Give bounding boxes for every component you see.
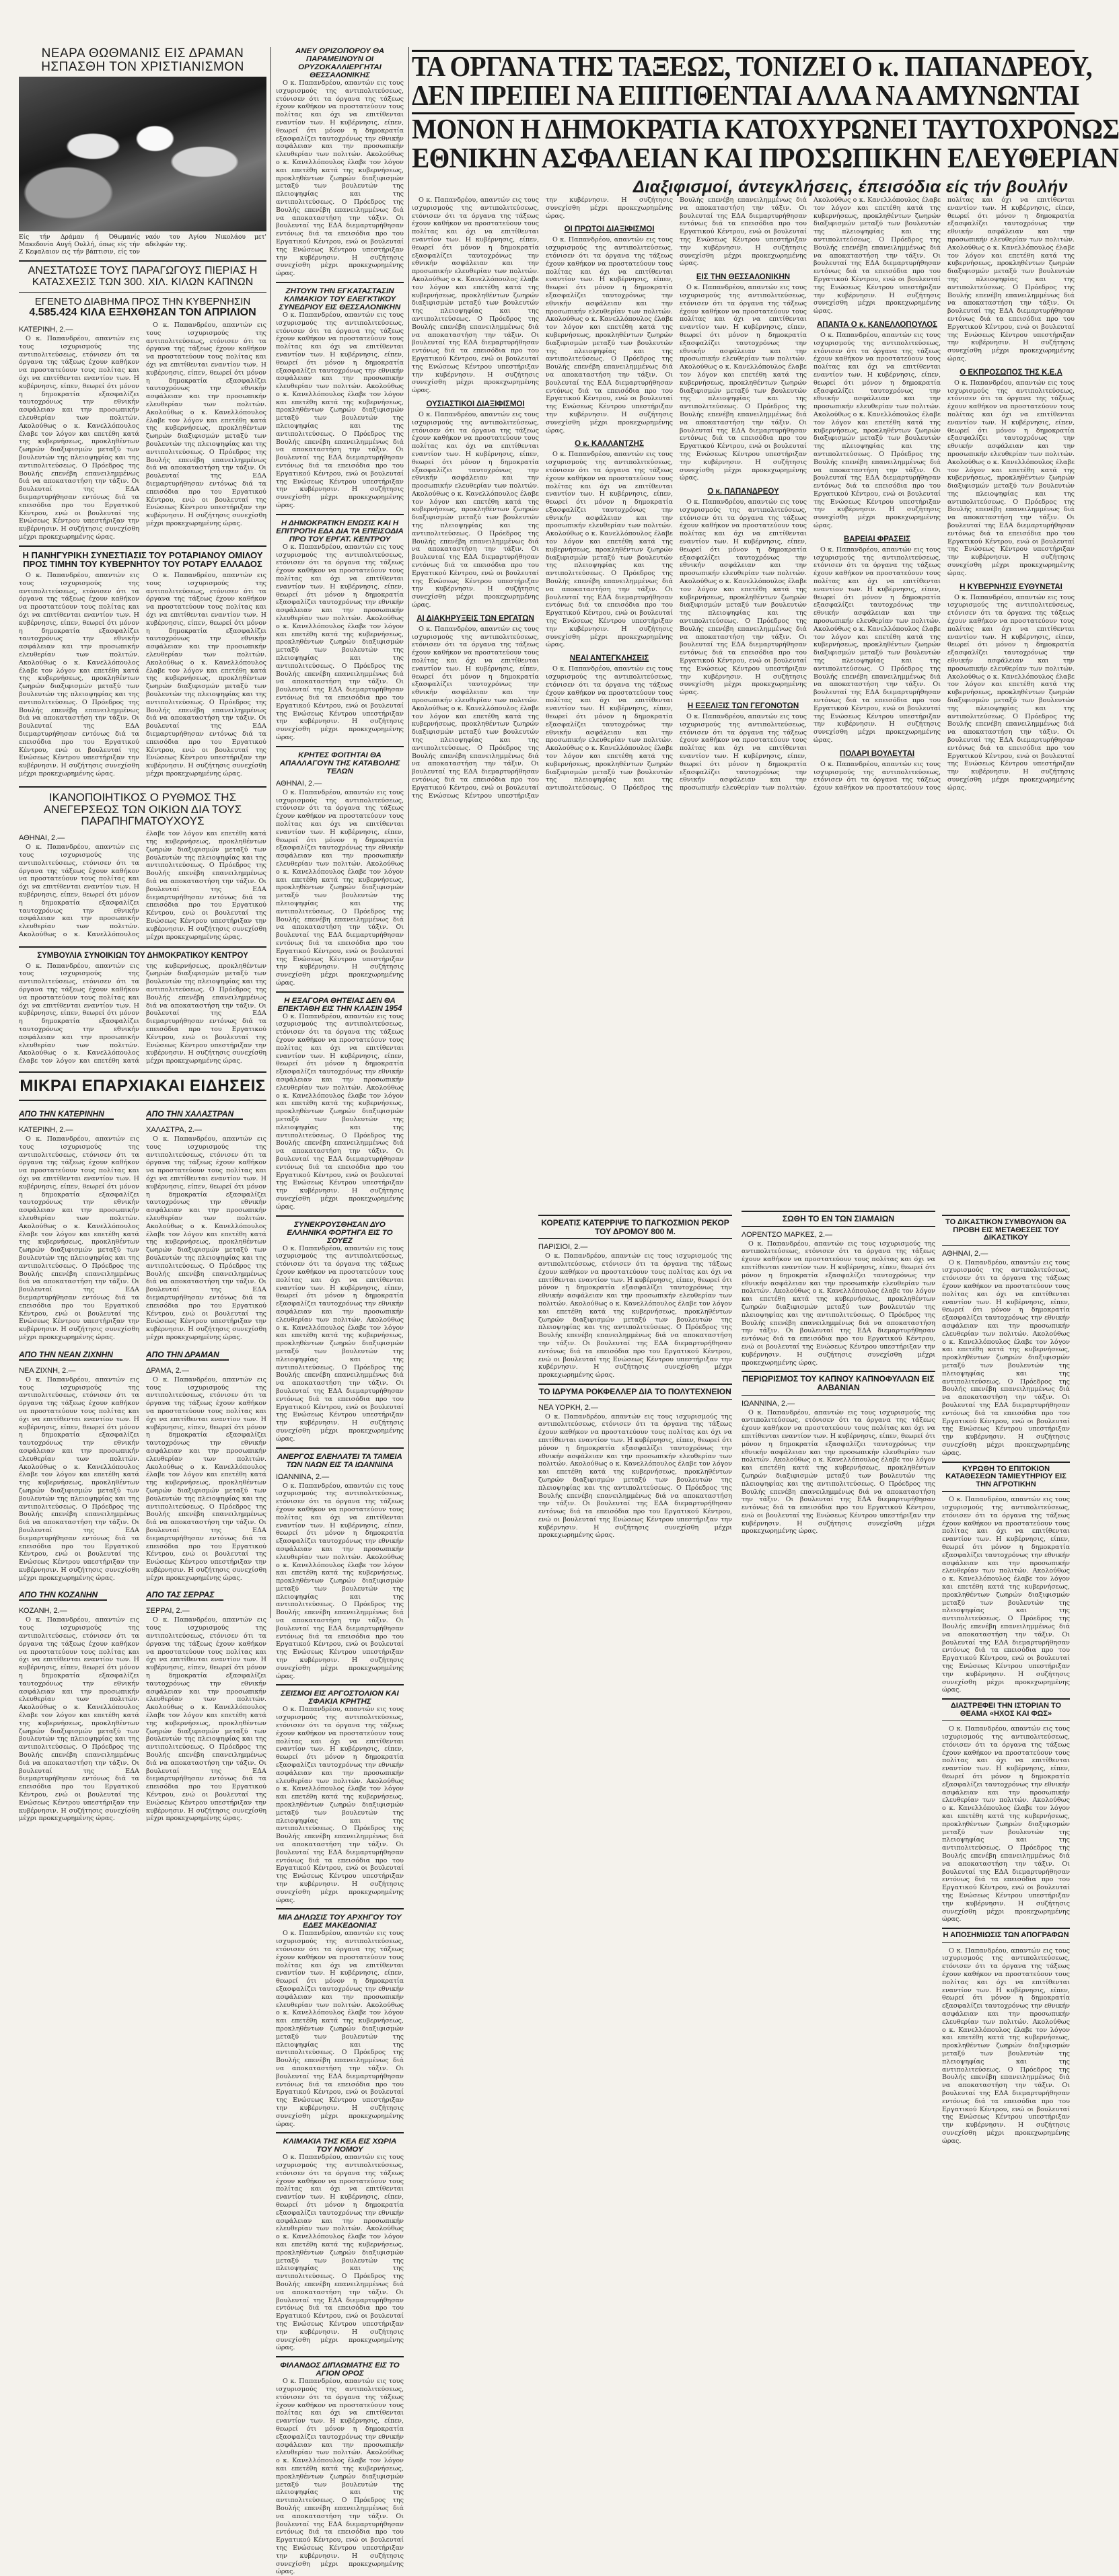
brief-head: ΔΙΑΣΤΡΕΦΕΙ ΤΗΝ ΙΣΤΟΡΙΑΝ ΤΟ ΘΕΑΜΑ «ΗΧΟΣ ΚΑΙ ΦΩΣ» bbox=[950, 1702, 1062, 1718]
dateline: ΣΕΡΡΑΙ, 2.— bbox=[146, 1607, 190, 1616]
dateline: ΚΑΤΕΡΙΝΗ, 2.— bbox=[19, 1126, 73, 1135]
headline-line: ΔΕΝ ΠΡΕΠΕΙ ΝΑ ΕΠΙΤΙΘΕΝΤΑΙ ΑΛΛΑ ΝΑ ΑΜΥΝΩΝΤΑΙ bbox=[412, 81, 1080, 112]
province-head: ΑΠΟ ΤΗΝ ΚΑΤΕΡΙΝΗΝ bbox=[19, 1109, 114, 1120]
story-housing-title: ΙΚΑΝΟΠΟΙΗΤΙΚΟΣ Ο ΡΥΘΜΟΣ ΤΗΣ ΑΝΕΓΕΡΣΕΩΣ ΤΩΝ ΟΙΚΙΩΝ ΔΙΑ ΤΟΥΣ ΠΑΡΑΠΗΓΜΑΤΟΥΧΟΥΣ bbox=[43, 790, 242, 828]
body-text: Ο κ. Παπανδρέου, απαντών εις τους ισχυρισμούς της αντιπολιτεύσεως, ετόνισεν ότι τα όργανα της τάξεως έχουν καθήκον να προστατεύουν τους πολίτας και όχι να επιτίθενται εναντίον των. Η κυβέρνησις, είπεν, θεωρεί ότι μόνον η δημοκρατία εξασφαλίζει ταυτοχρόνως την εθνικήν ασφάλειαν και την προσωπικήν ελευθερίαν των πολιτών. Ακολούθως ο κ. Κανελλόπουλος έλαβε τον λόγον και επετέθη κατά της κυβερνήσεως, προκληθέντων ζωηρών διαξιφισμών μεταξύ των βουλευτών της πλειοψηφίας και της αντιπολιτεύσεως. Ο Πρόεδρος της Βουλής επενέβη επανειλημμένως διά να αποκαταστήση την τάξιν. Οι βουλευταί της ΕΔΑ διεμαρτυρήθησαν εντόνως διά τα επεισόδια προ του Εργατικού Κέντρου, ενώ οι βουλευταί της Ενώσεως Κέντρου υπεστήριξαν την κυβέρνησιν. Η συζήτησις συνεχίσθη μέχρι προκεχωρημένης ώρας. bbox=[947, 379, 1075, 577]
body-text: Ο κ. Παπανδρέου, απαντών εις τους ισχυρισμούς της αντιπολιτεύσεως, ετόνισεν ότι τα όργανα της τάξεως έχουν καθήκον να προστατεύουν τους πολίτας και όχι να επιτίθενται εναντίον των. Η κυβέρνησις, είπεν, θεωρεί ότι μόνον η δημοκρατία εξασφαλίζει ταυτοχρόνως την εθνικήν ασφάλειαν και την προσωπικήν ελευθερίαν των πολιτών. Ακολούθως ο κ. Κανελλόπουλος έλαβε τον λόγον και επετέθη κατά της κυβερνήσεως, προκληθέντων ζωηρών διαξιφισμών μεταξύ των βουλευτών της πλειοψηφίας και της αντιπολιτεύσεως. Ο Πρόεδρος της Βουλής επενέβη επανειλημμένως διά να αποκαταστήση την τάξιν. Οι βουλευταί της ΕΔΑ διεμαρτυρήθησαν εντόνως διά τα επεισόδια προ του Εργατικού Κέντρου, ενώ οι βουλευταί της Ενώσεως Κέντρου υπεστήριξαν την κυβέρνησιν. Η συζήτησις συνεχίσθη μέχρι προκεχωρημένης ώρας. bbox=[538, 1252, 732, 1379]
brief-head: ΤΟ ΙΔΡΥΜΑ ΡΟΚΦΕΛΛΕΡ ΔΙΑ ΤΟ ΠΟΛΥΤΕΧΝΕΙΟΝ bbox=[539, 1386, 731, 1396]
body-text: Ο κ. Παπανδρέου, απαντών εις τους ισχυρισμούς της αντιπολιτεύσεως, ετόνισεν ότι τα όργανα της τάξεως έχουν καθήκον να προστατεύουν τους πολίτας και όχι να επιτίθενται εναντίον των. Η κυβέρνησις, είπεν, θεωρεί ότι μόνον η δημοκρατία εξασφαλίζει ταυτοχρόνως την εθνικήν ασφάλειαν και την προσωπικήν ελευθερίαν των πολιτών. Ακολούθως ο κ. Κανελλόπουλος έλαβε τον λόγον και επετέθη κατά της κυβερνήσεως, προκληθέντων ζωηρών διαξιφισμών μεταξύ των βουλευτών της πλειοψηφίας και της αντιπολιτεύσεως. Ο Πρόεδρος της Βουλής επενέβη επανειλημμένως διά να αποκαταστήση την τάξιν. Οι βουλευταί της ΕΔΑ διεμαρτυρήθησαν εντόνως διά τα επεισόδια προ του Εργατικού Κέντρου, ενώ οι βουλευταί της Ενώσεως Κέντρου υπεστήριξαν την κυβέρνησιν. Η συζήτησις συνεχίσθη μέχρι προκεχωρημένης ώρας. bbox=[19, 962, 266, 1065]
mid-head: ΑΝΕΥ ΟΡΙΖΟΠΟΡΟΥ ΘΑ ΠΑΡΑΜΕΙΝΟΥΝ ΟΙ ΟΡΥΖΟΚΑΛΛΙΕΡΓΗΤΑΙ ΘΕΣΣΑΛΟΝΙΚΗΣ bbox=[295, 47, 385, 79]
province-head: ΑΠΟ ΤΗΝ ΚΟΖΑΝΗΝ bbox=[19, 1590, 107, 1601]
body-text: Ο κ. Παπανδρέου, απαντών εις τους ισχυρισμούς της αντιπολιτεύσεως, ετόνισεν ότι τα όργανα της τάξεως έχουν καθήκον να προστατεύουν τους πολίτας και όχι να επιτίθενται εναντίον των. Η κυβέρνησις, είπεν, θεωρεί ότι μόνον η δημοκρατία εξασφαλίζει ταυτοχρόνως την εθνικήν ασφάλειαν και την προσωπικήν ελευθερίαν των πολιτών. Ακολούθως ο κ. Κανελλόπουλος έλαβε τον λόγον και επετέθη κατά της κυβερνήσεως, προκληθέντων ζωηρών διαξιφισμών μεταξύ των βουλευτών της πλειοψηφίας και της αντιπολιτεύσεως. Ο Πρόεδρος της Βουλής επενέβη επανειλημμένως διά να αποκαταστήση την τάξιν. Οι βουλευταί της ΕΔΑ διεμαρτυρήθησαν εντόνως διά τα επεισόδια προ του Εργατικού Κέντρου, ενώ οι βουλευταί της Ενώσεως Κέντρου υπεστήριξαν την κυβέρνησιν. Η συζήτησις συνεχίσθη μέχρι προκεχωρημένης ώρας. bbox=[538, 1412, 732, 1540]
subhead: ΑΙ ΔΙΑΚΗΡΥΞΕΙΣ ΤΩΝ ΕΡΓΑΤΩΝ bbox=[417, 614, 534, 623]
body-text: Ο κ. Παπανδρέου, απαντών εις τους ισχυρισμούς της αντιπολιτεύσεως, ετόνισεν ότι τα όργανα της τάξεως έχουν καθήκον να προστατεύουν τους πολίτας και όχι να επιτίθενται εναντίον των. Η κυβέρνησις, είπεν, θεωρεί ότι μόνον η δημοκρατία εξασφαλίζει ταυτοχρόνως την εθνικήν ασφάλειαν και την προσωπικήν ελευθερίαν των πολιτών. Ακολούθως ο κ. Κανελλόπουλος έλαβε τον λόγον και επετέθη κατά της κυβερνήσεως, προκληθέντων ζωηρών διαξιφισμών μεταξύ των βουλευτών της πλειοψηφίας και της αντιπολιτεύσεως. Ο Πρόεδρος της Βουλής επενέβη επανειλημμένως διά να αποκαταστήση την τάξιν. Οι βουλευταί της ΕΔΑ διεμαρτυρήθησαν εντόνως διά τα επεισόδια προ του Εργατικού Κέντρου, ενώ οι βουλευταί της Ενώσεως Κέντρου υπεστήριξαν την κυβέρνησιν. Η συζήτησις συνεχίσθη μέχρι προκεχωρημένης ώρας. bbox=[146, 1616, 266, 1823]
body-text: Ο κ. Παπανδρέου, απαντών εις τους ισχυρισμούς της αντιπολιτεύσεως, ετόνισεν ότι τα όργανα της τάξεως έχουν καθήκον να προστατεύουν τους πολίτας και όχι να επιτίθενται εναντίον των. Η κυβέρνησις, είπεν, θεωρεί ότι μόνον η δημοκρατία εξασφαλίζει ταυτοχρόνως την εθνικήν ασφάλειαν και την προσωπικήν ελευθερίαν των πολιτών. Ακολούθως ο κ. Κανελλόπουλος έλαβε τον λόγον και επετέθη κατά της κυβερνήσεως, προκληθέντων ζωηρών διαξιφισμών μεταξύ των βουλευτών της πλειοψηφίας και της αντιπολιτεύσεως. Ο Πρόεδρος της Βουλής επενέβη επανειλημμένως διά να αποκαταστήση την τάξιν. Οι βουλευταί της ΕΔΑ διεμαρτυρήθησαν εντόνως διά τα επεισόδια προ του Εργατικού Κέντρου, ενώ οι βουλευταί της Ενώσεως Κέντρου υπεστήριξαν την κυβέρνησιν. Η συζήτησις συνεχίσθη μέχρι προκεχωρημένης ώρας. bbox=[276, 1706, 404, 1904]
subhead: ΟΥΣΙΑΣΤΙΚΟΙ ΔΙΑΞΙΦΙΣΜΟΙ bbox=[426, 400, 525, 408]
mid-head: Η ΕΞΑΓΟΡΑ ΘΗΤΕΙΑΣ ΔΕΝ ΘΑ ΕΠΕΚΤΑΘΗ ΕΙΣ ΤΗΝ ΚΛΑΣΙΝ 1954 bbox=[277, 996, 402, 1013]
dateline: ΙΩΑΝΝΙΝΑ, 2.— bbox=[276, 1472, 330, 1481]
brief-head: ΣΩΘΗ ΤΟ ΕΝ ΤΩΝ ΣΙΑΜΑΙΩΝ bbox=[782, 1214, 895, 1223]
body-text: Ο κ. Παπανδρέου, απαντών εις τους ισχυρισμούς της αντιπολιτεύσεως, ετόνισεν ότι τα όργανα της τάξεως έχουν καθήκον να προστατεύουν τους πολίτας και όχι να επιτίθενται εναντίον των. Η κυβέρνησις, είπεν, θεωρεί ότι μόνον η δημοκρατία εξασφαλίζει ταυτοχρόνως την εθνικήν ασφάλειαν και την προσωπικήν ελευθερίαν των πολιτών. Ακολούθως ο κ. Κανελλόπουλος έλαβε τον λόγον και επετέθη κατά της κυβερνήσεως, προκληθέντων ζωηρών διαξιφισμών μεταξύ των βουλευτών της πλειοψηφίας και της αντιπολιτεύσεως. Ο Πρόεδρος της Βουλής επενέβη επανειλημμένως διά να αποκαταστήση την τάξιν. Οι βουλευταί της ΕΔΑ διεμαρτυρήθησαν εντόνως διά τα επεισόδια προ του Εργατικού Κέντρου, ενώ οι βουλευταί της Ενώσεως Κέντρου υπεστήριξαν την κυβέρνησιν. Η συζήτησις συνεχίσθη μέχρι προκεχωρημένης ώρας. bbox=[19, 1375, 139, 1582]
dateline: ΛΟΡΕΝΤΣΟ ΜΑΡΚΕΣ, 2.— bbox=[742, 1230, 833, 1239]
mid-head: Η ΔΗΜΟΚΡΑΤΙΚΗ ΕΝΩΣΙΣ ΚΑΙ Η ΕΠΙΤΡΟΠΗ ΕΔΑ ΔΙΑ ΤΑ ΕΠΕΙΣΟΔΙΑ ΠΡΟ ΤΟΥ ΕΡΓΑΤ. ΚΕΝΤΡΟΥ bbox=[276, 519, 404, 543]
body-text: Ο κ. Παπανδρέου, απαντών εις τους ισχυρισμούς της αντιπολιτεύσεως, ετόνισεν ότι τα όργανα της τάξεως έχουν καθήκον να προστατεύουν τους πολίτας και όχι να επιτίθενται εναντίον των. Η κυβέρνησις, είπεν, θεωρεί ότι μόνον η δημοκρατία εξασφαλίζει ταυτοχρόνως την εθνικήν ασφάλειαν και την προσωπικήν ελευθερίαν των πολιτών. Ακολούθως ο κ. Κανελλόπουλος έλαβε τον λόγον και επετέθη κατά της κυβερνήσεως, προκληθέντων ζωηρών διαξιφισμών μεταξύ των βουλευτών της πλειοψηφίας και της αντιπολιτεύσεως. Ο Πρόεδρος της Βουλής επενέβη επανειλημμένως διά να αποκαταστήση την τάξιν. Οι βουλευταί της ΕΔΑ διεμαρτυρήθησαν εντόνως διά τα επεισόδια προ του Εργατικού Κέντρου, ενώ οι βουλευταί της Ενώσεως Κέντρου υπεστήριξαν την κυβέρνησιν. Η συζήτησις συνεχίσθη μέχρι προκεχωρημένης ώρας. bbox=[942, 1496, 1070, 1694]
dateline: ΔΡΑΜΑ, 2.— bbox=[146, 1366, 189, 1375]
mid-head: ΑΝΕΡΓΟΣ ΕΛΕΗΛΑΤΕΙ ΤΑ ΤΑΜΕΙΑ ΤΩΝ ΝΑΩΝ ΕΙΣ ΤΑ ΙΩΑΝΝΙΝΑ bbox=[277, 1452, 402, 1469]
body-text: Ο κ. Παπανδρέου, απαντών εις τους ισχυρισμούς της αντιπολιτεύσεως, ετόνισεν ότι τα όργανα της τάξεως έχουν καθήκον να προστατεύουν τους πολίτας και όχι να επιτίθενται εναντίον των. Η κυβέρνησις, είπεν, θεωρεί ότι μόνον η δημοκρατία εξασφαλίζει ταυτοχρόνως την εθνικήν ασφάλειαν και την προσωπικήν ελευθερίαν των πολιτών. Ακολούθως ο κ. Κανελλόπουλος έλαβε τον λόγον και επετέθη κατά της κυβερνήσεως, προκληθέντων ζωηρών διαξιφισμών μεταξύ των βουλευτών της πλειοψηφίας και της αντιπολιτεύσεως. Ο Πρόεδρος της Βουλής επενέβη επανειλημμένως διά να αποκαταστήση την τάξιν. Οι βουλευταί της ΕΔΑ διεμαρτυρήθησαν εντόνως διά τα επεισόδια προ του Εργατικού Κέντρου, ενώ οι βουλευταί της Ενώσεως Κέντρου υπεστήριξαν την κυβέρνησιν. Η συζήτησις συνεχίσθη μέχρι προκεχωρημένης ώρας. bbox=[546, 236, 673, 434]
body-text: Ο κ. Παπανδρέου, απαντών εις τους ισχυρισμούς της αντιπολιτεύσεως, ετόνισεν ότι τα όργανα της τάξεως έχουν καθήκον να προστατεύουν τους πολίτας και όχι να επιτίθενται εναντίον των. Η κυβέρνησις, είπεν, θεωρεί ότι μόνον η δημοκρατία εξασφαλίζει ταυτοχρόνως την εθνικήν ασφάλειαν και την προσωπικήν ελευθερίαν των πολιτών. Ακολούθως ο κ. Κανελλόπουλος έλαβε τον λόγον και επετέθη κατά της κυβερνήσεως, προκληθέντων ζωηρών διαξιφισμών μεταξύ των βουλευτών της πλειοψηφίας και της αντιπολιτεύσεως. Ο Πρόεδρος της Βουλής επενέβη επανειλημμένως διά να αποκαταστήση την τάξιν. Οι βουλευταί της ΕΔΑ διεμαρτυρήθησαν εντόνως διά τα επεισόδια προ του Εργατικού Κέντρου, ενώ οι βουλευταί της Ενώσεως Κέντρου υπεστήριξαν την κυβέρνησιν. Η συζήτησις συνεχίσθη μέχρι προκεχωρημένης ώρας. bbox=[276, 2378, 404, 2576]
province-head: ΑΠΟ ΤΗΝ ΝΕΑΝ ΖΙΧΝΗΝ bbox=[19, 1350, 122, 1361]
body-text: Ο κ. Παπανδρέου, απαντών εις τους ισχυρισμούς της αντιπολιτεύσεως, ετόνισεν ότι τα όργανα της τάξεως έχουν καθήκον να προστατεύουν τους πολίτας και όχι να επιτίθενται εναντίον των. Η κυβέρνησις, είπεν, θεωρεί ότι μόνον η δημοκρατία εξασφαλίζει ταυτοχρόνως την εθνικήν ασφάλειαν και την προσωπικήν ελευθερίαν των πολιτών. Ακολούθως ο κ. Κανελλόπουλος έλαβε τον λόγον και επετέθη κατά της κυβερνήσεως, προκληθέντων ζωηρών διαξιφισμών μεταξύ των βουλευτών της πλειοψηφίας και της αντιπολιτεύσεως. Ο Πρόεδρος της Βουλής επενέβη επανειλημμένως διά να αποκαταστήση την τάξιν. Οι βουλευταί της ΕΔΑ διεμαρτυρήθησαν εντόνως διά τα επεισόδια προ του Εργατικού Κέντρου, ενώ οι βουλευταί της Ενώσεως Κέντρου υπεστήριξαν την κυβέρνησιν. Η συζήτησις συνεχίσθη μέχρι προκεχωρημένης ώρας. bbox=[276, 79, 404, 278]
body-text: Ο κ. Παπανδρέου, απαντών εις τους ισχυρισμούς της αντιπολιτεύσεως, ετόνισεν ότι τα όργανα της τάξεως έχουν καθήκον να προστατεύουν τους πολίτας και όχι να επιτίθενται εναντίον των. Η κυβέρνησις, είπεν, θεωρεί ότι μόνον η δημοκρατία εξασφαλίζει ταυτοχρόνως την εθνικήν ασφάλειαν και την προσωπικήν ελευθερίαν των πολιτών. Ακολούθως ο κ. Κανελλόπουλος έλαβε τον λόγον και επετέθη κατά της κυβερνήσεως, προκληθέντων ζωηρών διαξιφισμών μεταξύ των βουλευτών της πλειοψηφίας και της αντιπολιτεύσεως. Ο Πρόεδρος της Βουλής επενέβη επανειλημμένως διά να αποκαταστήση την τάξιν. Οι βουλευταί της ΕΔΑ διεμαρτυρήθησαν εντόνως διά τα επεισόδια προ του Εργατικού Κέντρου, ενώ οι βουλευταί της Ενώσεως Κέντρου υπεστήριξαν την κυβέρνησιν. Η συζήτησις συνεχίσθη μέχρι προκεχωρημένης ώρας. bbox=[276, 1930, 404, 2128]
dateline: ΝΕΑ ΥΟΡΚΗ, 2.— bbox=[538, 1403, 599, 1412]
dateline: ΧΑΛΑΣΤΡΑ, 2.— bbox=[146, 1126, 203, 1135]
headline-line: ΕΘΝΙΚΗΝ ΑΣΦΑΛΕΙΑΝ ΚΑΙ ΠΡΟΣΩΠΙΚΗΝ ΕΛΕΥΘΕΡΙΑΝ bbox=[412, 143, 1119, 174]
mid-head: ΦΙΛΑΝΔΟΣ ΔΙΠΛΩΜΑΤΗΣ ΕΙΣ ΤΟ ΑΓΙΟΝ ΟΡΟΣ bbox=[280, 2361, 400, 2378]
mid-head: ΣΥΝΕΚΡΟΥΣΘΗΣΑΝ ΔΥΟ ΕΛΛΗΝΙΚΑ ΦΟΡΤΗΓΑ ΕΙΣ ΤΟ ΣΟΥΕΖ bbox=[287, 1220, 393, 1245]
brief-head: ΚΟΡΕΑΤΙΣ ΚΑΤΕΡΡΙΨΕ ΤΟ ΠΑΓΚΟΣΜΙΟΝ ΡΕΚΟΡ ΤΟΥ ΔΡΟΜΟΥ 800 Μ. bbox=[541, 1218, 729, 1236]
story-rotary-title: Η ΠΑΝΗΓΥΡΙΚΗ ΣΥΝΕΣΤΙΑΣΙΣ ΤΟΥ ΡΟΤΑΡΙΑΝΟΥ ΟΜΙΛΟΥ ΠΡΟΣ ΤΙΜΗΝ ΤΟΥ ΚΥΒΕΡΝΗΤΟΥ ΤΟΥ ΡΟΤΑΡΥ ΕΛΛΑΔΟΣ bbox=[22, 550, 263, 570]
subhead: Ο κ. ΚΑΛΛΑΝΤΖΗΣ bbox=[575, 440, 644, 449]
far-right-briefs bbox=[942, 1211, 1070, 2145]
main-headline-block bbox=[412, 48, 1119, 201]
body-text: Ο κ. Παπανδρέου, απαντών εις τους ισχυρισμούς της αντιπολιτεύσεως, ετόνισεν ότι τα όργανα της τάξεως έχουν καθήκον να προστατεύουν τους πολίτας και όχι να επιτίθενται εναντίον των. Η κυβέρνησις, είπεν, θεωρεί ότι μόνον η δημοκρατία εξασφαλίζει ταυτοχρόνως την εθνικήν ασφάλειαν και την προσωπικήν ελευθερίαν των πολιτών. Ακολούθως ο κ. Κανελλόπουλος έλαβε τον λόγον και επετέθη κατά της κυβερνήσεως, προκληθέντων ζωηρών διαξιφισμών μεταξύ των βουλευτών της πλειοψηφίας και της αντιπολιτεύσεως. Ο Πρόεδρος της Βουλής επενέβη επανειλημμένως διά να αποκαταστήση την τάξιν. Οι βουλευταί της ΕΔΑ διεμαρτυρήθησαν εντόνως διά τα επεισόδια προ του Εργατικού Κέντρου, ενώ οι βουλευταί της Ενώσεως Κέντρου υπεστήριξαν την κυβέρνησιν. Η συζήτησις συνεχίσθη μέχρι προκεχωρημένης ώρας. bbox=[146, 1135, 266, 1341]
dateline: ΑΘΗΝΑΙ, 2.— bbox=[942, 1249, 988, 1258]
province-head: ΑΠΟ ΤΗΝ ΔΡΑΜΑΝ bbox=[146, 1350, 229, 1361]
subhead: ΒΑΡΕΙΑΙ ΦΡΑΣΕΙΣ bbox=[843, 535, 911, 543]
province-head: ΑΠΟ ΤΑΣ ΣΕΡΡΑΣ bbox=[146, 1590, 223, 1601]
body-text: Ο κ. Παπανδρέου, απαντών εις τους ισχυρισμούς της αντιπολιτεύσεως, ετόνισεν ότι τα όργανα της τάξεως έχουν καθήκον να προστατεύουν τους πολίτας και όχι να επιτίθενται εναντίον των. Η κυβέρνησις, είπεν, θεωρεί ότι μόνον η δημοκρατία εξασφαλίζει ταυτοχρόνως την εθνικήν ασφάλειαν και την προσωπικήν ελευθερίαν των πολιτών. Ακολούθως ο κ. Κανελλόπουλος έλαβε τον λόγον και επετέθη κατά της κυβερνήσεως, προκληθέντων ζωηρών διαξιφισμών μεταξύ των βουλευτών της πλειοψηφίας και της αντιπολιτεύσεως. Ο Πρόεδρος της Βουλής επενέβη επανειλημμένως διά να αποκαταστήση την τάξιν. Οι βουλευταί της ΕΔΑ διεμαρτυρήθησαν εντόνως διά τα επεισόδια προ του Εργατικού Κέντρου, ενώ οι βουλευταί της Ενώσεως Κέντρου υπεστήριξαν την κυβέρνησιν. Η συζήτησις συνεχίσθη μέχρι προκεχωρημένης ώρας. bbox=[276, 1244, 404, 1443]
body-text: Ο κ. Παπανδρέου, απαντών εις τους ισχυρισμούς της αντιπολιτεύσεως, ετόνισεν ότι τα όργανα της τάξεως έχουν καθήκον να προστατεύουν τους πολίτας και όχι να επιτίθενται εναντίον των. Η κυβέρνησις, είπεν, θεωρεί ότι μόνον η δημοκρατία εξασφαλίζει ταυτοχρόνως την εθνικήν ασφάλειαν και την προσωπικήν ελευθερίαν των πολιτών. Ακολούθως ο κ. Κανελλόπουλος έλαβε τον λόγον και επετέθη κατά της κυβερνήσεως, προκληθέντων ζωηρών διαξιφισμών μεταξύ των βουλευτών της πλειοψηφίας και της αντιπολιτεύσεως. Ο Πρόεδρος της Βουλής επενέβη επανειλημμένως διά να αποκαταστήση την τάξιν. Οι βουλευταί της ΕΔΑ διεμαρτυρήθησαν εντόνως διά τα επεισόδια προ του Εργατικού Κέντρου, ενώ οι βουλευταί της Ενώσεως Κέντρου υπεστήριξαν την κυβέρνησιν. Η συζήτησις συνεχίσθη μέχρι προκεχωρημένης ώρας. bbox=[680, 196, 941, 792]
body-text: Ο κ. Παπανδρέου, απαντών εις τους ισχυρισμούς της αντιπολιτεύσεως, ετόνισεν ότι τα όργανα της τάξεως έχουν καθήκον να προστατεύουν τους πολίτας και όχι να επιτίθενται εναντίον των. Η κυβέρνησις, είπεν, θεωρεί ότι μόνον η δημοκρατία εξασφαλίζει ταυτοχρόνως την εθνικήν ασφάλειαν και την προσωπικήν ελευθερίαν των πολιτών. Ακολούθως ο κ. Κανελλόπουλος έλαβε τον λόγον και επετέθη κατά της κυβερνήσεως, προκληθέντων ζωηρών διαξιφισμών μεταξύ των βουλευτών της πλειοψηφίας και της αντιπολιτεύσεως. Ο Πρόεδρος της Βουλής επενέβη επανειλημμένως διά να αποκαταστήση την τάξιν. Οι βουλευταί της ΕΔΑ διεμαρτυρήθησαν εντόνως διά τα επεισόδια προ του Εργατικού Κέντρου, ενώ οι βουλευταί της Ενώσεως Κέντρου υπεστήριξαν την κυβέρνησιν. Η συζήτησις συνεχίσθη μέχρι προκεχωρημένης ώρας. bbox=[276, 788, 404, 987]
subhead: ΑΠΑΝΤΑ Ο κ. ΚΑΝΕΛΛΟΠΟΥΛΟΣ bbox=[816, 320, 938, 329]
photo-caption: Είς τήν Δράμαν ή Όθωμανίς Μακεδονία Αυγή Ουλλή, όπως είς τήν Ζ Κεφαλαιον εις τήν βάπτισιν, είς τον ναόν του Αγίου Νικολάου μετ' αδελφών της. bbox=[19, 233, 266, 256]
dateline: ΑΘΗΝΑΙ, 2.— bbox=[19, 834, 65, 843]
main-story-body bbox=[412, 196, 1075, 1205]
subhead: ΕΙΣ ΤΗΝ ΘΕΣΣΑΛΟΝΙΚΗΝ bbox=[696, 273, 791, 282]
body-text: Ο κ. Παπανδρέου, απαντών εις τους ισχυρισμούς της αντιπολιτεύσεως, ετόνισεν ότι τα όργανα της τάξεως έχουν καθήκον να προστατεύουν τους πολίτας και όχι να επιτίθενται εναντίον των. Η κυβέρνησις, είπεν, θεωρεί ότι μόνον η δημοκρατία εξασφαλίζει ταυτοχρόνως την εθνικήν ασφάλειαν και την προσωπικήν ελευθερίαν των πολιτών. Ακολούθως ο κ. Κανελλόπουλος έλαβε τον λόγον και επετέθη κατά της κυβερνήσεως, προκληθέντων ζωηρών διαξιφισμών μεταξύ των βουλευτών της πλειοψηφίας και της αντιπολιτεύσεως. Ο Πρόεδρος της Βουλής επενέβη επανειλημμένως διά να αποκαταστήση την τάξιν. Οι βουλευταί της ΕΔΑ διεμαρτυρήθησαν εντόνως διά τα επεισόδια προ του Εργατικού Κέντρου, ενώ οι βουλευταί της Ενώσεως Κέντρου υπεστήριξαν την κυβέρνησιν. Η συζήτησις συνεχίσθη μέχρι προκεχωρημένης ώρας. bbox=[276, 311, 404, 510]
body-text: Ο κ. Παπανδρέου, απαντών εις τους ισχυρισμούς της αντιπολιτεύσεως, ετόνισεν ότι τα όργανα της τάξεως έχουν καθήκον να προστατεύουν τους πολίτας και όχι να επιτίθενται εναντίον των. Η κυβέρνησις, είπεν, θεωρεί ότι μόνον η δημοκρατία εξασφαλίζει ταυτοχρόνως την εθνικήν ασφάλειαν και την προσωπικήν ελευθερίαν των πολιτών. Ακολούθως ο κ. Κανελλόπουλος έλαβε τον λόγον και επετέθη κατά της κυβερνήσεως, προκληθέντων ζωηρών διαξιφισμών μεταξύ των βουλευτών της πλειοψηφίας και της αντιπολιτεύσεως. Ο Πρόεδρος της Βουλής επενέβη επανειλημμένως διά να αποκαταστήση την τάξιν. Οι βουλευταί της ΕΔΑ διεμαρτυρήθησαν εντόνως διά τα επεισόδια προ του Εργατικού Κέντρου, ενώ οι βουλευταί της Ενώσεως Κέντρου υπεστήριξαν την κυβέρνησιν. Η συζήτησις συνεχίσθη μέχρι προκεχωρημένης ώρας. bbox=[546, 196, 807, 792]
headline-line: ΜΟΝΟΝ Η ΔΗΜΟΚΡΑΤΙΑ ΚΑΤΟΧΥΡΩΝΕΙ ΤΑΥΤΟΧΡΟΝΩΣ bbox=[412, 114, 1119, 145]
body-text: Ο κ. Παπανδρέου, απαντών εις τους ισχυρισμούς της αντιπολιτεύσεως, ετόνισεν ότι τα όργανα της τάξεως έχουν καθήκον να προστατεύουν τους πολίτας και όχι να επιτίθενται εναντίον των. Η κυβέρνησις, είπεν, θεωρεί ότι μόνον η δημοκρατία εξασφαλίζει ταυτοχρόνως την εθνικήν ασφάλειαν και την προσωπικήν ελευθερίαν των πολιτών. Ακολούθως ο κ. Κανελλόπουλος έλαβε τον λόγον και επετέθη κατά της κυβερνήσεως, προκληθέντων ζωηρών διαξιφισμών μεταξύ των βουλευτών της πλειοψηφίας και της αντιπολιτεύσεως. Ο Πρόεδρος της Βουλής επενέβη επανειλημμένως διά να αποκαταστήση την τάξιν. Οι βουλευταί της ΕΔΑ διεμαρτυρήθησαν εντόνως διά τα επεισόδια προ του Εργατικού Κέντρου, ενώ οι βουλευταί της Ενώσεως Κέντρου υπεστήριξαν την κυβέρνησιν. Η συζήτησις συνεχίσθη μέχρι προκεχωρημένης ώρας. bbox=[19, 335, 139, 541]
subhead: Ο ΕΚΠΡΟΣΩΠΟΣ ΤΗΣ Κ.Ε.Α bbox=[960, 368, 1062, 377]
body-text: Ο κ. Παπανδρέου, απαντών εις τους ισχυρισμούς της αντιπολιτεύσεως, ετόνισεν ότι τα όργανα της τάξεως έχουν καθήκον να προστατεύουν τους πολίτας και όχι να επιτίθενται εναντίον των. Η κυβέρνησις, είπεν, θεωρεί ότι μόνον η δημοκρατία εξασφαλίζει ταυτοχρόνως την εθνικήν ασφάλειαν και την προσωπικήν ελευθερίαν των πολιτών. Ακολούθως ο κ. Κανελλόπουλος έλαβε τον λόγον και επετέθη κατά της κυβερνήσεως, προκληθέντων ζωηρών διαξιφισμών μεταξύ των βουλευτών της πλειοψηφίας και της αντιπολιτεύσεως. Ο Πρόεδρος της Βουλής επενέβη επανειλημμένως διά να αποκαταστήση την τάξιν. Οι βουλευταί της ΕΔΑ διεμαρτυρήθησαν εντόνως διά τα επεισόδια προ του Εργατικού Κέντρου, ενώ οι βουλευταί της Ενώσεως Κέντρου υπεστήριξαν την κυβέρνησιν. Η συζήτησις συνεχίσθη μέχρι προκεχωρημένης ώρας. bbox=[412, 196, 673, 800]
subhead: ΠΟΛΑΡΙ ΒΟΥΛΕΥΤΑΙ bbox=[839, 749, 915, 758]
dateline: ΙΩΑΝΝΙΝΑ, 2.— bbox=[742, 1399, 795, 1408]
body-text: Ο κ. Παπανδρέου, απαντών εις τους ισχυρισμούς της αντιπολιτεύσεως, ετόνισεν ότι τα όργανα της τάξεως έχουν καθήκον να προστατεύουν τους πολίτας και όχι να επιτίθενται εναντίον των. Η κυβέρνησις, είπεν, θεωρεί ότι μόνον η δημοκρατία εξασφαλίζει ταυτοχρόνως την εθνικήν ασφάλειαν και την προσωπικήν ελευθερίαν των πολιτών. Ακολούθως ο κ. Κανελλόπουλος έλαβε τον λόγον και επετέθη κατά της κυβερνήσεως, προκληθέντων ζωηρών διαξιφισμών μεταξύ των βουλευτών της πλειοψηφίας και της αντιπολιτεύσεως. Ο Πρόεδρος της Βουλής επενέβη επανειλημμένως διά να αποκαταστήση την τάξιν. Οι βουλευταί της ΕΔΑ διεμαρτυρήθησαν εντόνως διά τα επεισόδια προ του Εργατικού Κέντρου, ενώ οι βουλευταί της Ενώσεως Κέντρου υπεστήριξαν την κυβέρνησιν. Η συζήτησις συνεχίσθη μέχρι προκεχωρημένης ώρας. bbox=[680, 284, 807, 482]
body-text: Ο κ. Παπανδρέου, απαντών εις τους ισχυρισμούς της αντιπολιτεύσεως, ετόνισεν ότι τα όργανα της τάξεως έχουν καθήκον να προστατεύουν τους πολίτας και όχι να επιτίθενται εναντίον των. Η κυβέρνησις, είπεν, θεωρεί ότι μόνον η δημοκρατία εξασφαλίζει ταυτοχρόνως την εθνικήν ασφάλειαν και την προσωπικήν ελευθερίαν των πολιτών. Ακολούθως ο κ. Κανελλόπουλος έλαβε τον λόγον και επετέθη κατά της κυβερνήσεως, προκληθέντων ζωηρών διαξιφισμών μεταξύ των βουλευτών της πλειοψηφίας και της αντιπολιτεύσεως. Ο Πρόεδρος της Βουλής επενέβη επανειλημμένως διά να αποκαταστήση την τάξιν. Οι βουλευταί της ΕΔΑ διεμαρτυρήθησαν εντόνως διά τα επεισόδια προ του Εργατικού Κέντρου, ενώ οι βουλευταί της Ενώσεως Κέντρου υπεστήριξαν την κυβέρνησιν. Η συζήτησις συνεχίσθη μέχρι προκεχωρημένης ώρας. bbox=[546, 451, 673, 649]
body-text: Ο κ. Παπανδρέου, απαντών εις τους ισχυρισμούς της αντιπολιτεύσεως, ετόνισεν ότι τα όργανα της τάξεως έχουν καθήκον να προστατεύουν τους πολίτας και όχι να επιτίθενται εναντίον των. Η κυβέρνησις, είπεν, θεωρεί ότι μόνον η δημοκρατία εξασφαλίζει ταυτοχρόνως την εθνικήν ασφάλειαν και την προσωπικήν ελευθερίαν των πολιτών. Ακολούθως ο κ. Κανελλόπουλος έλαβε τον λόγον και επετέθη κατά της κυβερνήσεως, προκληθέντων ζωηρών διαξιφισμών μεταξύ των βουλευτών της πλειοψηφίας και της αντιπολιτεύσεως. Ο Πρόεδρος της Βουλής επενέβη επανειλημμένως διά να αποκαταστήση την τάξιν. Οι βουλευταί της ΕΔΑ διεμαρτυρήθησαν εντόνως διά τα επεισόδια προ του Εργατικού Κέντρου, ενώ οι βουλευταί της Ενώσεως Κέντρου υπεστήριξαν την κυβέρνησιν. Η συζήτησις συνεχίσθη μέχρι προκεχωρημένης ώρας. bbox=[19, 572, 139, 778]
body-text: Ο κ. Παπανδρέου, απαντών εις τους ισχυρισμούς της αντιπολιτεύσεως, ετόνισεν ότι τα όργανα της τάξεως έχουν καθήκον να προστατεύουν τους πολίτας και όχι να επιτίθενται εναντίον των. Η κυβέρνησις, είπεν, θεωρεί ότι μόνον η δημοκρατία εξασφαλίζει ταυτοχρόνως την εθνικήν ασφάλειαν και την προσωπικήν ελευθερίαν των πολιτών. Ακολούθως ο κ. Κανελλόπουλος έλαβε τον λόγον και επετέθη κατά της κυβερνήσεως, προκληθέντων ζωηρών διαξιφισμών μεταξύ των βουλευτών της πλειοψηφίας και της αντιπολιτεύσεως. Ο Πρόεδρος της Βουλής επενέβη επανειλημμένως διά να αποκαταστήση την τάξιν. Οι βουλευταί της ΕΔΑ διεμαρτυρήθησαν εντόνως διά τα επεισόδια προ του Εργατικού Κέντρου, ενώ οι βουλευταί της Ενώσεως Κέντρου υπεστήριξαν την κυβέρνησιν. Η συζήτησις συνεχίσθη μέχρι προκεχωρημένης ώρας. bbox=[19, 1135, 139, 1341]
body-text: Ο κ. Παπανδρέου, απαντών εις τους ισχυρισμούς της αντιπολιτεύσεως, ετόνισεν ότι τα όργανα της τάξεως έχουν καθήκον να προστατεύουν τους πολίτας και όχι να επιτίθενται εναντίον των. Η κυβέρνησις, είπεν, θεωρεί ότι μόνον η δημοκρατία εξασφαλίζει ταυτοχρόνως την εθνικήν ασφάλειαν και την προσωπικήν ελευθερίαν των πολιτών. Ακολούθως ο κ. Κανελλόπουλος έλαβε τον λόγον και επετέθη κατά της κυβερνήσεως, προκληθέντων ζωηρών διαξιφισμών μεταξύ των βουλευτών της πλειοψηφίας και της αντιπολιτεύσεως. Ο Πρόεδρος της Βουλής επενέβη επανειλημμένως διά να αποκαταστήση την τάξιν. Οι βουλευταί της ΕΔΑ διεμαρτυρήθησαν εντόνως διά τα επεισόδια προ του Εργατικού Κέντρου, ενώ οι βουλευταί της Ενώσεως Κέντρου υπεστήριξαν την κυβέρνησιν. Η συζήτησις συνεχίσθη μέχρι προκεχωρημένης ώρας. bbox=[146, 572, 266, 778]
mid-head: ΚΡΗΤΕΣ ΦΟΙΤΗΤΑΙ ΘΑ ΑΠΑΛΛΑΓΟΥΝ ΤΗΣ ΚΑΤΑΒΟΛΗΣ ΤΕΛΩΝ bbox=[279, 751, 400, 775]
subhead: Η ΕΞΕΛΙΞΙΣ ΤΩΝ ΓΕΓΟΝΟΤΩΝ bbox=[687, 702, 799, 711]
subhead: Ο κ. ΠΑΠΑΝΔΡΕΟΥ bbox=[707, 488, 779, 496]
province-head: ΑΠΟ ΤΗΝ ΧΑΛΑΣΤΡΑΝ bbox=[146, 1109, 243, 1120]
top-story-title: ΝΕΑΡΑ ΘΩΘΜΑΝΙΣ ΕΙΣ ΔΡΑΜΑΝ ΗΣΠΑΣΘΗ ΤΟΝ ΧΡΙΣΤΙΑΝΙΣΜΟΝ bbox=[41, 46, 244, 74]
dateline: ΑΘΗΝΑΙ, 2.— bbox=[276, 779, 322, 788]
section-title-provincial: ΜΙΚΡΑΙ ΕΠΑΡΧΙΑΚΑΙ ΕΙΔΗΣΕΙΣ bbox=[20, 1077, 266, 1096]
mid-head: ΣΕΙΣΜΟΙ ΕΙΣ ΑΡΓΟΣΤΟΛΙΟΝ ΚΑΙ ΣΦΑΚΙΑ ΚΡΗΤΗΣ bbox=[281, 1690, 399, 1706]
brief-head: Η ΑΠΟΣΗΜΙΩΣΙΣ ΤΩΝ ΑΠΟΓΡΑΦΩΝ bbox=[943, 1931, 1069, 1940]
body-text: Ο κ. Παπανδρέου, απαντών εις τους ισχυρισμούς της αντιπολιτεύσεως, ετόνισεν ότι τα όργανα της τάξεως έχουν καθήκον να προστατεύουν τους πολίτας και όχι να επιτίθενται εναντίον των. Η κυβέρνησις, είπεν, θεωρεί ότι μόνον η δημοκρατία εξασφαλίζει ταυτοχρόνως την εθνικήν ασφάλειαν και την προσωπικήν ελευθερίαν των πολιτών. Ακολούθως ο κ. Κανελλόπουλος έλαβε τον λόγον και επετέθη κατά της κυβερνήσεως, προκληθέντων ζωηρών διαξιφισμών μεταξύ των βουλευτών της πλειοψηφίας και της αντιπολιτεύσεως. Ο Πρόεδρος της Βουλής επενέβη επανειλημμένως διά να αποκαταστήση την τάξιν. Οι βουλευταί της ΕΔΑ διεμαρτυρήθησαν εντόνως διά τα επεισόδια προ του Εργατικού Κέντρου, ενώ οι βουλευταί της Ενώσεως Κέντρου υπεστήριξαν την κυβέρνησιν. Η συζήτησις συνεχίσθη μέχρι προκεχωρημένης ώρας. bbox=[942, 1946, 1070, 2145]
subhead: ΟΙ ΠΡΩΤΟΙ ΔΙΑΞΙΦΙΣΜΟΙ bbox=[564, 225, 655, 234]
dateline: ΚΟΖΑΝΗ, 2.— bbox=[19, 1607, 67, 1616]
dateline: ΝΕΑ ΖΙΧΝΗ, 2.— bbox=[19, 1366, 76, 1375]
body-text: Ο κ. Παπανδρέου, απαντών εις τους ισχυρισμούς της αντιπολιτεύσεως, ετόνισεν ότι τα όργανα της τάξεως έχουν καθήκον να προστατεύουν τους πολίτας και όχι να επιτίθενται εναντίον των. Η κυβέρνησις, είπεν, θεωρεί ότι μόνον η δημοκρατία εξασφαλίζει ταυτοχρόνως την εθνικήν ασφάλειαν και την προσωπικήν ελευθερίαν των πολιτών. Ακολούθως ο κ. Κανελλόπουλος έλαβε τον λόγον και επετέθη κατά της κυβερνήσεως, προκληθέντων ζωηρών διαξιφισμών μεταξύ των βουλευτών της πλειοψηφίας και της αντιπολιτεύσεως. Ο Πρόεδρος της Βουλής επενέβη επανειλημμένως διά να αποκαταστήση την τάξιν. Οι βουλευταί της ΕΔΑ διεμαρτυρήθησαν εντόνως διά τα επεισόδια προ του Εργατικού Κέντρου, ενώ οι βουλευταί της Ενώσεως Κέντρου υπεστήριξαν την κυβέρνησιν. Η συζήτησις συνεχίσθη μέχρι προκεχωρημένης ώρας. bbox=[742, 1408, 935, 1536]
body-text: Ο κ. Παπανδρέου, απαντών εις τους ισχυρισμούς της αντιπολιτεύσεως, ετόνισεν ότι τα όργανα της τάξεως έχουν καθήκον να προστατεύουν τους πολίτας και όχι να επιτίθενται εναντίον των. Η κυβέρνησις, είπεν, θεωρεί ότι μόνον η δημοκρατία εξασφαλίζει ταυτοχρόνως την εθνικήν ασφάλειαν και την προσωπικήν ελευθερίαν των πολιτών. Ακολούθως ο κ. Κανελλόπουλος έλαβε τον λόγον και επετέθη κατά της κυβερνήσεως, προκληθέντων ζωηρών διαξιφισμών μεταξύ των βουλευτών της πλειοψηφίας και της αντιπολιτεύσεως. Ο Πρόεδρος της Βουλής επενέβη επανειλημμένως διά να αποκαταστήση την τάξιν. Οι βουλευταί της ΕΔΑ διεμαρτυρήθησαν εντόνως διά τα επεισόδια προ του Εργατικού Κέντρου, ενώ οι βουλευταί της Ενώσεως Κέντρου υπεστήριξαν την κυβέρνησιν. Η συζήτησις συνεχίσθη μέχρι προκεχωρημένης ώρας. bbox=[412, 410, 539, 609]
story-tobacco-sub: ΕΓΕΝΕΤΟ ΔΙΑΒΗΜΑ ΠΡΟΣ ΤΗΝ ΚΥΒΕΡΝΗΣΙΝ bbox=[34, 296, 251, 308]
brief-head: ΚΥΡΩΘΗ ΤΟ ΕΠΙΤΟΚΙΟΝ ΚΑΤΑΘΕΣΕΩΝ ΤΑΜΙΕΥΤΗΡΙΟΥ ΕΙΣ ΤΗΝ ΑΓΡΟΤΙΚΗΝ bbox=[945, 1464, 1067, 1488]
middle-column bbox=[276, 47, 404, 2576]
body-text: Ο κ. Παπανδρέου, απαντών εις τους ισχυρισμούς της αντιπολιτεύσεως, ετόνισεν ότι τα όργανα της τάξεως έχουν καθήκον να προστατεύουν τους πολίτας και όχι να επιτίθενται εναντίον των. Η κυβέρνησις, είπεν, θεωρεί ότι μόνον η δημοκρατία εξασφαλίζει ταυτοχρόνως την εθνικήν ασφάλειαν και την προσωπικήν ελευθερίαν των πολιτών. Ακολούθως ο κ. Κανελλόπουλος έλαβε τον λόγον και επετέθη κατά της κυβερνήσεως, προκληθέντων ζωηρών διαξιφισμών μεταξύ των βουλευτών της πλειοψηφίας και της αντιπολιτεύσεως. Ο Πρόεδρος της Βουλής επενέβη επανειλημμένως διά να αποκαταστήση την τάξιν. Οι βουλευταί της ΕΔΑ διεμαρτυρήθησαν εντόνως διά τα επεισόδια προ του Εργατικού Κέντρου, ενώ οι βουλευταί της Ενώσεως Κέντρου υπεστήριξαν την κυβέρνησιν. Η συζήτησις συνεχίσθη μέχρι προκεχωρημένης ώρας. bbox=[680, 498, 807, 697]
body-text: Ο κ. Παπανδρέου, απαντών εις τους ισχυρισμούς της αντιπολιτεύσεως, ετόνισεν ότι τα όργανα της τάξεως έχουν καθήκον να προστατεύουν τους πολίτας και όχι να επιτίθενται εναντίον των. Η κυβέρνησις, είπεν, θεωρεί ότι μόνον η δημοκρατία εξασφαλίζει ταυτοχρόνως την εθνικήν ασφάλειαν και την προσωπικήν ελευθερίαν των πολιτών. Ακολούθως ο κ. Κανελλόπουλος έλαβε τον λόγον και επετέθη κατά της κυβερνήσεως, προκληθέντων ζωηρών διαξιφισμών μεταξύ των βουλευτών της πλειοψηφίας και της αντιπολιτεύσεως. Ο Πρόεδρος της Βουλής επενέβη επανειλημμένως διά να αποκαταστήση την τάξιν. Οι βουλευταί της ΕΔΑ διεμαρτυρήθησαν εντόνως διά τα επεισόδια προ του Εργατικού Κέντρου, ενώ οι βουλευταί της Ενώσεως Κέντρου υπεστήριξαν την κυβέρνησιν. Η συζήτησις συνεχίσθη μέχρι προκεχωρημένης ώρας. bbox=[146, 1375, 266, 1582]
body-text: Ο κ. Παπανδρέου, απαντών εις τους ισχυρισμούς της αντιπολιτεύσεως, ετόνισεν ότι τα όργανα της τάξεως έχουν καθήκον να προστατεύουν τους πολίτας και όχι να επιτίθενται εναντίον των. Η κυβέρνησις, είπεν, θεωρεί ότι μόνον η δημοκρατία εξασφαλίζει ταυτοχρόνως την εθνικήν ασφάλειαν και την προσωπικήν ελευθερίαν των πολιτών. Ακολούθως ο κ. Κανελλόπουλος έλαβε τον λόγον και επετέθη κατά της κυβερνήσεως, προκληθέντων ζωηρών διαξιφισμών μεταξύ των βουλευτών της πλειοψηφίας και της αντιπολιτεύσεως. Ο Πρόεδρος της Βουλής επενέβη επανειλημμένως διά να αποκαταστήση την τάξιν. Οι βουλευταί της ΕΔΑ διεμαρτυρήθησαν εντόνως διά τα επεισόδια προ του Εργατικού Κέντρου, ενώ οι βουλευταί της Ενώσεως Κέντρου υπεστήριξαν την κυβέρνησιν. Η συζήτησις συνεχίσθη μέχρι προκεχωρημένης ώρας. bbox=[814, 196, 1075, 792]
story-tobacco-title: ΑΝΕΣΤΑΤΩΣΕ ΤΟΥΣ ΠΑΡΑΓΩΓΟΥΣ ΠΙΕΡΙΑΣ Η ΚΑΤΑΣΧΕΣΙΣ ΤΩΝ 300. ΧΙΛ. ΚΙΛΩΝ ΚΑΠΝΩΝ bbox=[28, 264, 258, 288]
body-text: Ο κ. Παπανδρέου, απαντών εις τους ισχυρισμούς της αντιπολιτεύσεως, ετόνισεν ότι τα όργανα της τάξεως έχουν καθήκον να προστατεύουν τους πολίτας και όχι να επιτίθενται εναντίον των. Η κυβέρνησις, είπεν, θεωρεί ότι μόνον η δημοκρατία εξασφαλίζει ταυτοχρόνως την εθνικήν ασφάλειαν και την προσωπικήν ελευθερίαν των πολιτών. Ακολούθως ο κ. Κανελλόπουλος έλαβε τον λόγον και επετέθη κατά της κυβερνήσεως, προκληθέντων ζωηρών διαξιφισμών μεταξύ των βουλευτών της πλειοψηφίας και της αντιπολιτεύσεως. Ο Πρόεδρος της Βουλής επενέβη επανειλημμένως διά να αποκαταστήση την τάξιν. Οι βουλευταί της ΕΔΑ διεμαρτυρήθησαν εντόνως διά τα επεισόδια προ του Εργατικού Κέντρου, ενώ οι βουλευταί της Ενώσεως Κέντρου υπεστήριξαν την κυβέρνησιν. Η συζήτησις συνεχίσθη μέχρι προκεχωρημένης ώρας. bbox=[942, 1258, 1070, 1457]
body-text: Ο κ. Παπανδρέου, απαντών εις τους ισχυρισμούς της αντιπολιτεύσεως, ετόνισεν ότι τα όργανα της τάξεως έχουν καθήκον να προστατεύουν τους πολίτας και όχι να επιτίθενται εναντίον των. Η κυβέρνησις, είπεν, θεωρεί ότι μόνον η δημοκρατία εξασφαλίζει ταυτοχρόνως την εθνικήν ασφάλειαν και την προσωπικήν ελευθερίαν των πολιτών. Ακολούθως ο κ. Κανελλόπουλος έλαβε τον λόγον και επετέθη κατά της κυβερνήσεως, προκληθέντων ζωηρών διαξιφισμών μεταξύ των βουλευτών της πλειοψηφίας και της αντιπολιτεύσεως. Ο Πρόεδρος της Βουλής επενέβη επανειλημμένως διά να αποκαταστήση την τάξιν. Οι βουλευταί της ΕΔΑ διεμαρτυρήθησαν εντόνως διά τα επεισόδια προ του Εργατικού Κέντρου, ενώ οι βουλευταί της Ενώσεως Κέντρου υπεστήριξαν την κυβέρνησιν. Η συζήτησις συνεχίσθη μέχρι προκεχωρημένης ώρας. bbox=[276, 543, 404, 741]
body-text: Ο κ. Παπανδρέου, απαντών εις τους ισχυρισμούς της αντιπολιτεύσεως, ετόνισεν ότι τα όργανα της τάξεως έχουν καθήκον να προστατεύουν τους πολίτας και όχι να επιτίθενται εναντίον των. Η κυβέρνησις, είπεν, θεωρεί ότι μόνον η δημοκρατία εξασφαλίζει ταυτοχρόνως την εθνικήν ασφάλειαν και την προσωπικήν ελευθερίαν των πολιτών. Ακολούθως ο κ. Κανελλόπουλος έλαβε τον λόγον και επετέθη κατά της κυβερνήσεως, προκληθέντων ζωηρών διαξιφισμών μεταξύ των βουλευτών της πλειοψηφίας και της αντιπολιτεύσεως. Ο Πρόεδρος της Βουλής επενέβη επανειλημμένως διά να αποκαταστήση την τάξιν. Οι βουλευταί της ΕΔΑ διεμαρτυρήθησαν εντόνως διά τα επεισόδια προ του Εργατικού Κέντρου, ενώ οι βουλευταί της Ενώσεως Κέντρου υπεστήριξαν την κυβέρνησιν. Η συζήτησις συνεχίσθη μέχρι προκεχωρημένης ώρας. bbox=[19, 1616, 139, 1823]
body-text: Ο κ. Παπανδρέου, απαντών εις τους ισχυρισμούς της αντιπολιτεύσεως, ετόνισεν ότι τα όργανα της τάξεως έχουν καθήκον να προστατεύουν τους πολίτας και όχι να επιτίθενται εναντίον των. Η κυβέρνησις, είπεν, θεωρεί ότι μόνον η δημοκρατία εξασφαλίζει ταυτοχρόνως την εθνικήν ασφάλειαν και την προσωπικήν ελευθερίαν των πολιτών. Ακολούθως ο κ. Κανελλόπουλος έλαβε τον λόγον και επετέθη κατά της κυβερνήσεως, προκληθέντων ζωηρών διαξιφισμών μεταξύ των βουλευτών της πλειοψηφίας και της αντιπολιτεύσεως. Ο Πρόεδρος της Βουλής επενέβη επανειλημμένως διά να αποκαταστήση την τάξιν. Οι βουλευταί της ΕΔΑ διεμαρτυρήθησαν εντόνως διά τα επεισόδια προ του Εργατικού Κέντρου, ενώ οι βουλευταί της Ενώσεως Κέντρου υπεστήριξαν την κυβέρνησιν. Η συζήτησις συνεχίσθη μέχρι προκεχωρημένης ώρας. bbox=[276, 1012, 404, 1211]
subhead: Η ΚΥΒΕΡΝΗΣΙΣ ΕΥΘΥΝΕΤΑΙ bbox=[960, 582, 1062, 591]
story-councils-title: ΣΥΜΒΟΥΛΙΑ ΣΥΝΟΙΚΙΩΝ ΤΟΥ ΔΗΜΟΚΡΑΤΙΚΟΥ ΚΕΝΤΡΟΥ bbox=[37, 951, 248, 960]
mid-head: ΖΗΤΟΥΝ ΤΗΝ ΕΓΚΑΤΑΣΤΑΣΙΝ ΚΛΙΜΑΚΙΟΥ ΤΟΥ ΕΛΕΓΚΤΙΚΟΥ ΣΥΝΕΔΡΙΟΥ ΕΙΣ ΘΕΣΣΑΛΟΝΙΚΗΝ bbox=[279, 287, 401, 311]
dateline: ΚΑΤΕΡΙΝΗ, 2.— bbox=[19, 326, 73, 334]
body-text: Ο κ. Παπανδρέου, απαντών εις τους ισχυρισμούς της αντιπολιτεύσεως, ετόνισεν ότι τα όργανα της τάξεως έχουν καθήκον να προστατεύουν τους πολίτας και όχι να επιτίθενται εναντίον των. Η κυβέρνησις, είπεν, θεωρεί ότι μόνον η δημοκρατία εξασφαλίζει ταυτοχρόνως την εθνικήν ασφάλειαν και την προσωπικήν ελευθερίαν των πολιτών. Ακολούθως ο κ. Κανελλόπουλος έλαβε τον λόγον και επετέθη κατά της κυβερνήσεως, προκληθέντων ζωηρών διαξιφισμών μεταξύ των βουλευτών της πλειοψηφίας και της αντιπολιτεύσεως. Ο Πρόεδρος της Βουλής επενέβη επανειλημμένως διά να αποκαταστήση την τάξιν. Οι βουλευταί της ΕΔΑ διεμαρτυρήθησαν εντόνως διά τα επεισόδια προ του Εργατικού Κέντρου, ενώ οι βουλευταί της Ενώσεως Κέντρου υπεστήριξαν την κυβέρνησιν. Η συζήτησις συνεχίσθη μέχρι προκεχωρημένης ώρας. bbox=[814, 331, 941, 530]
story-tobacco-sub2: 4.585.424 ΚΙΛΑ ΕΞΗΧΘΗΣΑΝ ΤΟΝ ΑΠΡΙΛΙΟΝ bbox=[29, 307, 256, 319]
headline-line: ΤΑ ΟΡΓΑΝΑ ΤΗΣ ΤΑΞΕΩΣ, ΤΟΝΙΖΕΙ Ο κ. ΠΑΠΑΝΔΡΕΟΥ, bbox=[412, 52, 1092, 83]
mid-head: ΜΙΑ ΔΗΛΩΣΙΣ ΤΟΥ ΑΡΧΗΓΟΥ ΤΟΥ ΕΔΕΣ ΜΑΚΕΔΟΝΙΑΣ bbox=[278, 1914, 402, 1930]
mid-head: ΚΛΙΜΑΚΙΑ ΤΗΣ ΚΕΑ ΕΙΣ ΧΩΡΙΑ ΤΟΥ ΝΟΜΟΥ bbox=[283, 2137, 397, 2154]
body-text: Ο κ. Παπανδρέου, απαντών εις τους ισχυρισμούς της αντιπολιτεύσεως, ετόνισεν ότι τα όργανα της τάξεως έχουν καθήκον να προστατεύουν τους πολίτας και όχι να επιτίθενται εναντίον των. Η κυβέρνησις, είπεν, θεωρεί ότι μόνον η δημοκρατία εξασφαλίζει ταυτοχρόνως την εθνικήν ασφάλειαν και την προσωπικήν ελευθερίαν των πολιτών. Ακολούθως ο κ. Κανελλόπουλος έλαβε τον λόγον και επετέθη κατά της κυβερνήσεως, προκληθέντων ζωηρών διαξιφισμών μεταξύ των βουλευτών της πλειοψηφίας και της αντιπολιτεύσεως. Ο Πρόεδρος της Βουλής επενέβη επανειλημμένως διά να αποκαταστήση την τάξιν. Οι βουλευταί της ΕΔΑ διεμαρτυρήθησαν εντόνως διά τα επεισόδια προ του Εργατικού Κέντρου, ενώ οι βουλευταί της Ενώσεως Κέντρου υπεστήριξαν την κυβέρνησιν. Η συζήτησις συνεχίσθη μέχρι προκεχωρημένης ώρας. bbox=[947, 593, 1075, 792]
body-text: Ο κ. Παπανδρέου, απαντών εις τους ισχυρισμούς της αντιπολιτεύσεως, ετόνισεν ότι τα όργανα της τάξεως έχουν καθήκον να προστατεύουν τους πολίτας και όχι να επιτίθενται εναντίον των. Η κυβέρνησις, είπεν, θεωρεί ότι μόνον η δημοκρατία εξασφαλίζει ταυτοχρόνως την εθνικήν ασφάλειαν και την προσωπικήν ελευθερίαν των πολιτών. Ακολούθως ο κ. Κανελλόπουλος έλαβε τον λόγον και επετέθη κατά της κυβερνήσεως, προκληθέντων ζωηρών διαξιφισμών μεταξύ των βουλευτών της πλειοψηφίας και της αντιπολιτεύσεως. Ο Πρόεδρος της Βουλής επενέβη επανειλημμένως διά να αποκαταστήση την τάξιν. Οι βουλευταί της ΕΔΑ διεμαρτυρήθησαν εντόνως διά τα επεισόδια προ του Εργατικού Κέντρου, ενώ οι βουλευταί της Ενώσεως Κέντρου υπεστήριξαν την κυβέρνησιν. Η συζήτησις συνεχίσθη μέχρι προκεχωρημένης ώρας. bbox=[276, 2154, 404, 2352]
brief-head: ΠΕΡΙΩΡΙΣΜΟΣ ΤΟΥ ΚΑΠΝΟΥ ΚΑΠΝΟΦΥΛΛΩΝ ΕΙΣ ΑΛΒΑΝΙΑΝ bbox=[742, 1374, 935, 1392]
subhead: ΝΕΑΙ ΑΝΤΕΓΚΛΗΣΕΙΣ bbox=[569, 654, 649, 663]
news-photo bbox=[19, 77, 266, 231]
body-text: Ο κ. Παπανδρέου, απαντών εις τους ισχυρισμούς της αντιπολιτεύσεως, ετόνισεν ότι τα όργανα της τάξεως έχουν καθήκον να προστατεύουν τους πολίτας και όχι να επιτίθενται εναντίον των. Η κυβέρνησις, είπεν, θεωρεί ότι μόνον η δημοκρατία εξασφαλίζει ταυτοχρόνως την εθνικήν ασφάλειαν και την προσωπικήν ελευθερίαν των πολιτών. Ακολούθως ο κ. Κανελλόπουλος έλαβε τον λόγον και επετέθη κατά της κυβερνήσεως, προκληθέντων ζωηρών διαξιφισμών μεταξύ των βουλευτών της πλειοψηφίας και της αντιπολιτεύσεως. Ο Πρόεδρος της Βουλής επενέβη επανειλημμένως διά να αποκαταστήση την τάξιν. Οι βουλευταί της ΕΔΑ διεμαρτυρήθησαν εντόνως διά τα επεισόδια προ του Εργατικού Κέντρου, ενώ οι βουλευταί της Ενώσεως Κέντρου υπεστήριξαν την κυβέρνησιν. Η συζήτησις συνεχίσθη μέχρι προκεχωρημένης ώρας. bbox=[742, 1240, 935, 1367]
body-text: Ο κ. Παπανδρέου, απαντών εις τους ισχυρισμούς της αντιπολιτεύσεως, ετόνισεν ότι τα όργανα της τάξεως έχουν καθήκον να προστατεύουν τους πολίτας και όχι να επιτίθενται εναντίον των. Η κυβέρνησις, είπεν, θεωρεί ότι μόνον η δημοκρατία εξασφαλίζει ταυτοχρόνως την εθνικήν ασφάλειαν και την προσωπικήν ελευθερίαν των πολιτών. Ακολούθως ο κ. Κανελλόπουλος έλαβε τον λόγον και επετέθη κατά της κυβερνήσεως, προκληθέντων ζωηρών διαξιφισμών μεταξύ των βουλευτών της πλειοψηφίας και της αντιπολιτεύσεως. Ο Πρόεδρος της Βουλής επενέβη επανειλημμένως διά να αποκαταστήση την τάξιν. Οι βουλευταί της ΕΔΑ διεμαρτυρήθησαν εντόνως διά τα επεισόδια προ του Εργατικού Κέντρου, ενώ οι βουλευταί της Ενώσεως Κέντρου υπεστήριξαν την κυβέρνησιν. Η συζήτησις συνεχίσθη μέχρι προκεχωρημένης ώρας. bbox=[814, 545, 941, 744]
body-text: Ο κ. Παπανδρέου, απαντών εις τους ισχυρισμούς της αντιπολιτεύσεως, ετόνισεν ότι τα όργανα της τάξεως έχουν καθήκον να προστατεύουν τους πολίτας και όχι να επιτίθενται εναντίον των. Η κυβέρνησις, είπεν, θεωρεί ότι μόνον η δημοκρατία εξασφαλίζει ταυτοχρόνως την εθνικήν ασφάλειαν και την προσωπικήν ελευθερίαν των πολιτών. Ακολούθως ο κ. Κανελλόπουλος έλαβε τον λόγον και επετέθη κατά της κυβερνήσεως, προκληθέντων ζωηρών διαξιφισμών μεταξύ των βουλευτών της πλειοψηφίας και της αντιπολιτεύσεως. Ο Πρόεδρος της Βουλής επενέβη επανειλημμένως διά να αποκαταστήση την τάξιν. Οι βουλευταί της ΕΔΑ διεμαρτυρήθησαν εντόνως διά τα επεισόδια προ του Εργατικού Κέντρου, ενώ οι βουλευταί της Ενώσεως Κέντρου υπεστήριξαν την κυβέρνησιν. Η συζήτησις συνεχίσθη μέχρι προκεχωρημένης ώρας. bbox=[146, 321, 266, 527]
lower-right-news bbox=[538, 1211, 935, 1618]
body-text: Ο κ. Παπανδρέου, απαντών εις τους ισχυρισμούς της αντιπολιτεύσεως, ετόνισεν ότι τα όργανα της τάξεως έχουν καθήκον να προστατεύουν τους πολίτας και όχι να επιτίθενται εναντίον των. Η κυβέρνησις, είπεν, θεωρεί ότι μόνον η δημοκρατία εξασφαλίζει ταυτοχρόνως την εθνικήν ασφάλειαν και την προσωπικήν ελευθερίαν των πολιτών. Ακολούθως ο κ. Κανελλόπουλος έλαβε τον λόγον και επετέθη κατά της κυβερνήσεως, προκληθέντων ζωηρών διαξιφισμών μεταξύ των βουλευτών της πλειοψηφίας και της αντιπολιτεύσεως. Ο Πρόεδρος της Βουλής επενέβη επανειλημμένως διά να αποκαταστήση την τάξιν. Οι βουλευταί της ΕΔΑ διεμαρτυρήθησαν εντόνως διά τα επεισόδια προ του Εργατικού Κέντρου, ενώ οι βουλευταί της Ενώσεως Κέντρου υπεστήριξαν την κυβέρνησιν. Η συζήτησις συνεχίσθη μέχρι προκεχωρημένης ώρας. bbox=[942, 1725, 1070, 1924]
left-column bbox=[19, 46, 266, 1823]
headline-subtitle: Διαξιφισμοί, άντεγκλήσεις, έπεισόδια είς τήν βουλήν bbox=[633, 178, 1068, 196]
body-text: Ο κ. Παπανδρέου, απαντών εις τους ισχυρισμούς της αντιπολιτεύσεως, ετόνισεν ότι τα όργανα της τάξεως έχουν καθήκον να προστατεύουν τους πολίτας και όχι να επιτίθενται εναντίον των. Η κυβέρνησις, είπεν, θεωρεί ότι μόνον η δημοκρατία εξασφαλίζει ταυτοχρόνως την εθνικήν ασφάλειαν και την προσωπικήν ελευθερίαν των πολιτών. Ακολούθως ο κ. Κανελλόπουλος έλαβε τον λόγον και επετέθη κατά της κυβερνήσεως, προκληθέντων ζωηρών διαξιφισμών μεταξύ των βουλευτών της πλειοψηφίας και της αντιπολιτεύσεως. Ο Πρόεδρος της Βουλής επενέβη επανειλημμένως διά να αποκαταστήση την τάξιν. Οι βουλευταί της ΕΔΑ διεμαρτυρήθησαν εντόνως διά τα επεισόδια προ του Εργατικού Κέντρου, ενώ οι βουλευταί της Ενώσεως Κέντρου υπεστήριξαν την κυβέρνησιν. Η συζήτησις συνεχίσθη μέχρι προκεχωρημένης ώρας. bbox=[412, 196, 539, 395]
body-text: Ο κ. Παπανδρέου, απαντών εις τους ισχυρισμούς της αντιπολιτεύσεως, ετόνισεν ότι τα όργανα της τάξεως έχουν καθήκον να προστατεύουν τους πολίτας και όχι να επιτίθενται εναντίον των. Η κυβέρνησις, είπεν, θεωρεί ότι μόνον η δημοκρατία εξασφαλίζει ταυτοχρόνως την εθνικήν ασφάλειαν και την προσωπικήν ελευθερίαν των πολιτών. Ακολούθως ο κ. Κανελλόπουλος έλαβε τον λόγον και επετέθη κατά της κυβερνήσεως, προκληθέντων ζωηρών διαξιφισμών μεταξύ των βουλευτών της πλειοψηφίας και της αντιπολιτεύσεως. Ο Πρόεδρος της Βουλής επενέβη επανειλημμένως διά να αποκαταστήση την τάξιν. Οι βουλευταί της ΕΔΑ διεμαρτυρήθησαν εντόνως διά τα επεισόδια προ του Εργατικού Κέντρου, ενώ οι βουλευταί της Ενώσεως Κέντρου υπεστήριξαν την κυβέρνησιν. Η συζήτησις συνεχίσθη μέχρι προκεχωρημένης ώρας. bbox=[19, 830, 266, 941]
dateline: ΠΑΡΙΣΙΟΙ, 2.— bbox=[538, 1243, 588, 1252]
body-text: Ο κ. Παπανδρέου, απαντών εις τους ισχυρισμούς της αντιπολιτεύσεως, ετόνισεν ότι τα όργανα της τάξεως έχουν καθήκον να προστατεύουν τους πολίτας και όχι να επιτίθενται εναντίον των. Η κυβέρνησις, είπεν, θεωρεί ότι μόνον η δημοκρατία εξασφαλίζει ταυτοχρόνως την εθνικήν ασφάλειαν και την προσωπικήν ελευθερίαν των πολιτών. Ακολούθως ο κ. Κανελλόπουλος έλαβε τον λόγον και επετέθη κατά της κυβερνήσεως, προκληθέντων ζωηρών διαξιφισμών μεταξύ των βουλευτών της πλειοψηφίας και της αντιπολιτεύσεως. Ο Πρόεδρος της Βουλής επενέβη επανειλημμένως διά να αποκαταστήση την τάξιν. Οι βουλευταί της ΕΔΑ διεμαρτυρήθησαν εντόνως διά τα επεισόδια προ του Εργατικού Κέντρου, ενώ οι βουλευταί της Ενώσεως Κέντρου υπεστήριξαν την κυβέρνησιν. Η συζήτησις συνεχίσθη μέχρι προκεχωρημένης ώρας. bbox=[276, 1482, 404, 1680]
brief-head: ΤΟ ΔΙΚΑΣΤΙΚΟΝ ΣΥΜΒΟΥΛΙΟΝ ΘΑ ΠΡΟΒΗ ΕΙΣ ΜΕΤΑΘΕΣΕΙΣ ΤΟΥ ΔΙΚΑΣΤΙΚΟΥ bbox=[945, 1218, 1067, 1242]
